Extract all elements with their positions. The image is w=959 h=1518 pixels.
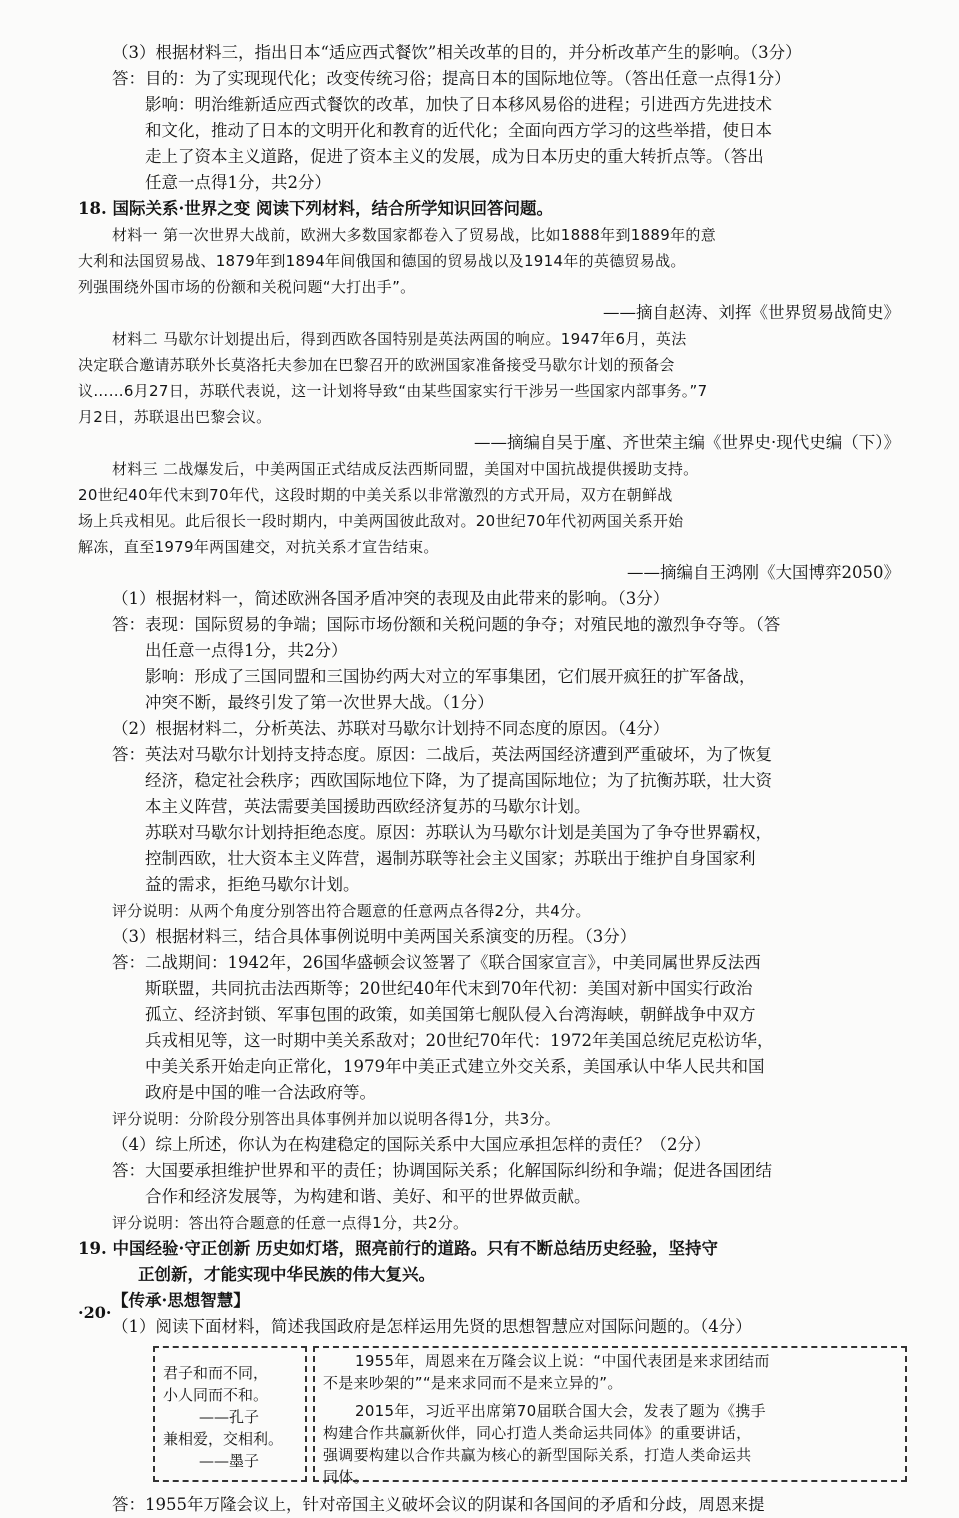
- sub-question: （1）根据材料一，简述欧洲各国矛盾冲突的表现及由此带来的影响。（3分）: [112, 589, 670, 608]
- sub-question: （4）综上所述，你认为在构建稳定的国际关系中大国应承担怎样的责任？（2分）: [112, 1135, 711, 1154]
- material-1: 大利和法国贸易战、1879年到1894年间俄国和德国的贸易战以及1914年的英德贸易战。: [78, 252, 686, 270]
- quote-line: 君子和而不同，: [163, 1364, 269, 1382]
- answer-line: 答：英法对马歇尔计划持支持态度。原因：二战后，英法两国经济遭到严重破坏，为了恢复: [112, 745, 772, 764]
- material-boxes: [153, 1346, 908, 1484]
- answer-line: 影响：形成了三国同盟和三国协约两大对立的军事集团，它们展开疯狂的扩军备战，: [145, 667, 756, 686]
- page-number: ·20·: [78, 1303, 112, 1322]
- material-1: 材料一 第一次世界大战前，欧洲大多数国家都卷入了贸易战，比如1888年到1889年的意: [112, 226, 717, 244]
- scoring-note: 评分说明：答出符合题意的任意一点得1分，共2分。: [112, 1214, 469, 1232]
- answer-line: 合作和经济发展等，为构建和谐、美好、和平的世界做贡献。: [145, 1187, 591, 1206]
- quote-author: ——墨子: [199, 1452, 260, 1470]
- question-19-heading: 正创新，才能实现中华民族的伟大复兴。: [138, 1265, 435, 1284]
- answer-line: 走上了资本主义道路，促进了资本主义的发展，成为日本历史的重大转折点等。（答出: [145, 147, 764, 166]
- material-line: 2015年，习近平出席第70届联合国大会，发表了题为《携手: [355, 1402, 766, 1420]
- answer-line: 经济，稳定社会秩序；西欧国际地位下降，为了提高国际地位；为了抗衡苏联，壮大资: [145, 771, 772, 790]
- question-18-heading: 18. 国际关系·世界之变 阅读下列材料，结合所学知识回答问题。: [78, 199, 553, 218]
- answer-line: 中美关系开始走向正常化，1979年中美正式建立外交关系，美国承认中华人民共和国: [145, 1057, 765, 1076]
- question-3: （3）根据材料三，指出日本“适应西式餐饮”相关改革的目的，并分析改革产生的影响。（3分）: [112, 43, 802, 62]
- answer-line: 答：1955年万隆会议上，针对帝国主义破坏会议的阴谋和各国间的矛盾和分歧，周恩来提: [112, 1495, 765, 1514]
- quote-line: 兼相爱，交相利。: [163, 1430, 284, 1448]
- answer-line: 答：二战期间：1942年，26国华盛顿会议签署了《联合国家宣言》，中美同属世界反法西: [112, 953, 761, 972]
- material-2: 议……6月27日，苏联代表说，这一计划将导致“由某些国家实行干涉另一些国家内部事务。”7: [78, 382, 708, 400]
- material-3: 解冻，直至1979年两国建交，对抗关系才宣告结束。: [78, 538, 439, 556]
- answer-line: 答：大国要承担维护世界和平的责任；协调国际关系；化解国际纠纷和争端；促进各国团结: [112, 1161, 772, 1180]
- material-3: 材料三 二战爆发后，中美两国正式结成反法西斯同盟，美国对中国抗战提供援助支持。: [112, 460, 699, 478]
- answer-line: 苏联对马歇尔计划持拒绝态度。原因：苏联认为马歇尔计划是美国为了争夺世界霸权，: [145, 823, 772, 842]
- material-line: 构建合作共赢新伙伴，同心打造人类命运共同体》的重要讲话，: [323, 1424, 752, 1442]
- answer-line: 控制西欧，壮大资本主义阵营，遏制苏联等社会主义国家；苏联出于维护自身国家利: [145, 849, 756, 868]
- answer-line: 出任意一点得1分，共2分）: [145, 641, 348, 660]
- quote-box: [153, 1346, 307, 1482]
- answer-line: 和文化，推动了日本的文明开化和教育的近代化；全面向西方学习的这些举措，使日本: [145, 121, 772, 140]
- quote-line: 小人同而不和。: [163, 1386, 269, 1404]
- quote-author: ——孔子: [199, 1408, 260, 1426]
- answer-line: 影响：明治维新适应西式餐饮的改革，加快了日本移风易俗的进程；引进西方先进技术: [145, 95, 772, 114]
- answer-line: 答：目的：为了实现现代化；改变传统习俗；提高日本的国际地位等。（答出任意一点得1分）: [112, 69, 791, 88]
- answer-line: 孤立、经济封锁、军事包围的政策，如美国第七舰队侵入台湾海峡，朝鲜战争中双方: [145, 1005, 756, 1024]
- material-2: 月2日，苏联退出巴黎会议。: [78, 408, 272, 426]
- answer-line: 政府是中国的唯一合法政府等。: [145, 1083, 376, 1102]
- material-3: 20世纪40年代末到70年代，这段时期的中美关系以非常激烈的方式开局，双方在朝鲜战: [78, 486, 673, 504]
- material-1: 列强围绕外国市场的份额和关税问题“大打出手”。: [78, 278, 416, 296]
- material-line: 强调要构建以合作共赢为核心的新型国际关系，打造人类命运共: [323, 1446, 752, 1464]
- material-line: 同体。: [323, 1468, 369, 1486]
- scoring-note: 评分说明：分阶段分别答出具体事例并加以说明各得1分，共3分。: [112, 1110, 561, 1128]
- material-line: 1955年，周恩来在万隆会议上说：“中国代表团是来求团结而: [355, 1352, 770, 1370]
- answer-line: 冲突不断，最终引发了第一次世界大战。（1分）: [145, 693, 494, 712]
- material-2: 决定联合邀请苏联外长莫洛托夫参加在巴黎召开的欧洲国家准备接受马歇尔计划的预备会: [78, 356, 675, 374]
- answer-line: 斯联盟，共同抗击法西斯等；20世纪40年代末到70年代初：美国对新中国实行政治: [145, 979, 753, 998]
- page-content: [78, 40, 908, 1518]
- sub-question: （2）根据材料二，分析英法、苏联对马歇尔计划持不同态度的原因。（4分）: [112, 719, 670, 738]
- answer-line: 兵戎相见等，这一时期中美关系敌对；20世纪70年代：1972年美国总统尼克松访华，: [145, 1031, 774, 1050]
- source-citation: ——摘编自王鸿刚《大国博弈2050》: [627, 563, 900, 582]
- section-heading: 【传承·思想智慧】: [112, 1291, 250, 1310]
- material-2: 材料二 马歇尔计划提出后，得到西欧各国特别是英法两国的响应。1947年6月，英法: [112, 330, 687, 348]
- material-line: 不是来吵架的”“是来求同而不是来立异的”。: [323, 1374, 623, 1392]
- source-citation: ——摘自赵涛、刘挥《世界贸易战简史》: [603, 303, 900, 322]
- material-box: [313, 1346, 907, 1486]
- scoring-note: 评分说明：从两个角度分别答出符合题意的任意两点各得2分，共4分。: [112, 902, 591, 920]
- sub-question: （3）根据材料三，结合具体事例说明中美两国关系演变的历程。（3分）: [112, 927, 637, 946]
- answer-line: 答：表现：国际贸易的争端；国际市场份额和关税问题的争夺；对殖民地的激烈争夺等。（答: [112, 615, 781, 634]
- question-19-heading: 19. 中国经验·守正创新 历史如灯塔，照亮前行的道路。只有不断总结历史经验，坚持守: [78, 1239, 718, 1258]
- source-citation: ——摘编自吴于廑、齐世荣主编《世界史·现代史编（下）》: [474, 433, 900, 452]
- answer-line: 任意一点得1分，共2分）: [145, 173, 331, 192]
- answer-line: 本主义阵营，英法需要美国援助西欧经济复苏的马歇尔计划。: [145, 797, 591, 816]
- answer-line: 益的需求，拒绝马歇尔计划。: [145, 875, 360, 894]
- material-3: 场上兵戎相见。此后很长一段时期内，中美两国彼此敌对。20世纪70年代初两国关系开始: [78, 512, 684, 530]
- sub-question: （1）阅读下面材料，简述我国政府是怎样运用先贤的思想智慧应对国际问题的。（4分）: [112, 1317, 752, 1336]
